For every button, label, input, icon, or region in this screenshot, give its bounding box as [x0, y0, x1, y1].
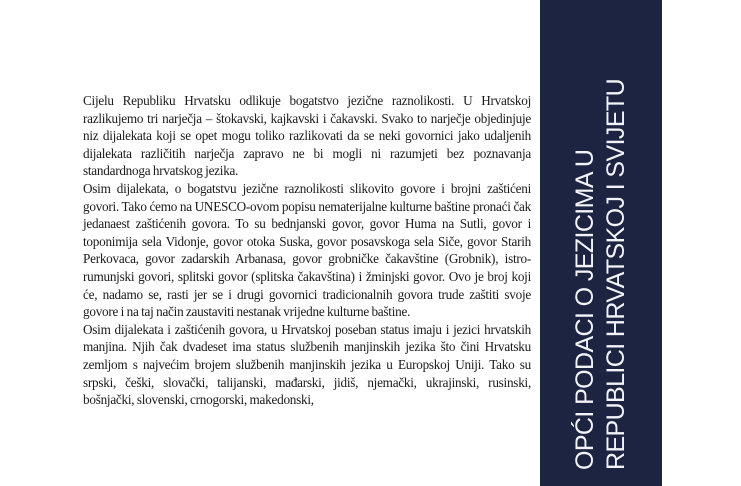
chapter-title-line-1: OPĆI PODACI O JEZICIMA U	[571, 149, 599, 470]
chapter-title	[570, 50, 632, 470]
chapter-title-line-2: REPUBLICI HRVATSKOJ I SVIJETU	[602, 78, 630, 470]
paragraph-language-diversity: Cijelu Republiku Hrvatsku odlikuje bogatstvo jezične raznolikosti. U Hrvatskoj razlikujemo tri narječja – štokavski, kajkavski i čakavski. Svako to narječje objedinjuje niz dijalekata koji se opet mogu toliko razlikovati da se neki govornici jako udaljenih dijalekata različitih narječja zapravo ne bi mogli ni razumjeti bez poznavanja standardnoga hrvatskog jezika.	[83, 93, 531, 179]
paragraph-minority-languages: Osim dijalekata i zaštićenih govora, u Hrvatskoj poseban status imaju i jezici hrvatskih manjina. Njih čak dvadeset ima status službenih manjinskih jezika što čini Hrvatsku zemljom s najvećim brojem službenih manjinskih jezika u Europskoj Uniji. Tako su srpski, češki, slovački, talijanski, mađarski, jidiš, njemački, ukrajinski, rusinski, bošnjački, slovenski, crnogorski, makedonski,	[83, 321, 531, 408]
body-text	[83, 92, 531, 409]
paragraph-protected-dialects: Osim dijalekata, o bogatstvu jezične raznolikosti slikovito govore i brojni zaštićeni govori. Tako ćemo na UNESCO-ovom popisu nematerijalne kulturne baštine pronaći čak jedanaest zaštićenih govora. To su bednjanski govor, govor Huma na Sutli, govor i toponimija sela Vidonje, govor otoka Suska, govor posavskoga sela Siče, govor Starih Perkovaca, govor zadarskih Arbanasa, govor grobničke čakavštine (Grobnik), istro-rumunjski govori, splitski govor (splitska čakavština) i žminjski govor. Ovo je broj koji će, nadamo se, rasti jer se i drugi govornici tradicionalnih govora trude zaštiti svoje govore i na taj način zaustaviti nestanak vrijedne kulturne baštine.	[83, 180, 531, 320]
